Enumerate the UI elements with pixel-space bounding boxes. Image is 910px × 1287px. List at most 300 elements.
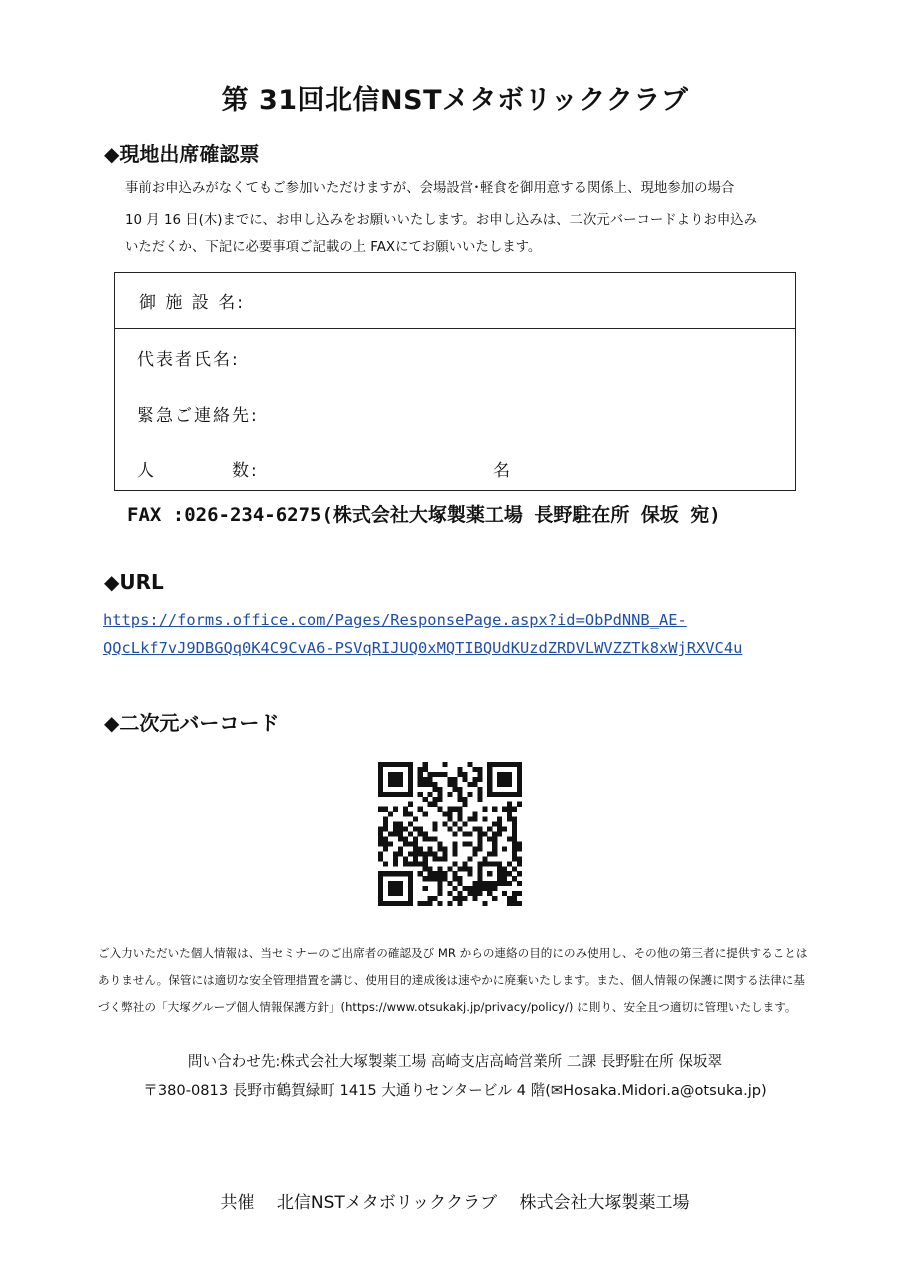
qr-module	[408, 792, 413, 797]
contact-line-1: 問い合わせ先:株式会社大塚製薬工場 高崎支店高崎営業所 二課 長野駐在所 保坂翠	[187, 1053, 723, 1070]
qr-module	[497, 777, 502, 782]
qr-module	[438, 886, 443, 891]
qr-module	[497, 792, 502, 797]
qr-module	[467, 871, 472, 876]
qr-module	[517, 846, 522, 851]
qr-module	[492, 822, 497, 827]
qr-module	[398, 886, 403, 891]
qr-module	[472, 777, 477, 782]
privacy-line-2: ありません。保管には適切な安全管理措置を講じ、使用目的達成後は速やかに廃棄いたします。また、個人情報の保護に関する法律に基	[98, 973, 805, 987]
qr-module	[438, 866, 443, 871]
qr-module	[492, 832, 497, 837]
qr-module	[383, 836, 388, 841]
qr-module	[378, 876, 383, 881]
qr-module	[393, 901, 398, 906]
privacy-line-3: づく弊社の「大塚グループ個人情報保護方針」(https://www.otsukakj.jp/privacy/policy/) に則り、安全且つ適切に管理いたします。	[98, 1000, 797, 1014]
qr-module	[482, 817, 487, 822]
qr-module	[502, 871, 507, 876]
qr-module	[457, 792, 462, 797]
qr-module	[477, 866, 482, 871]
qr-module	[403, 827, 408, 832]
qr-module	[517, 841, 522, 846]
qr-module	[517, 787, 522, 792]
qr-module	[378, 856, 383, 861]
qr-module	[477, 836, 482, 841]
qr-module	[467, 886, 472, 891]
qr-module	[378, 836, 383, 841]
qr-module	[388, 901, 393, 906]
qr-module	[443, 772, 448, 777]
qr-module	[452, 782, 457, 787]
qr-module	[487, 827, 492, 832]
qr-module	[408, 876, 413, 881]
qr-module	[452, 777, 457, 782]
qr-module	[423, 832, 428, 837]
qr-module	[507, 812, 512, 817]
qr-module	[487, 782, 492, 787]
qr-module	[418, 861, 423, 866]
qr-module	[438, 901, 443, 906]
page-title: 第 31回北信NSTメタボリッククラブ	[221, 85, 689, 116]
qr-module	[462, 841, 467, 846]
qr-module	[482, 901, 487, 906]
qr-module	[472, 827, 477, 832]
qr-module	[393, 871, 398, 876]
qr-module	[378, 792, 383, 797]
qr-module	[443, 871, 448, 876]
qr-module	[438, 846, 443, 851]
qr-module	[378, 807, 383, 812]
qr-module	[457, 787, 462, 792]
qr-module	[497, 772, 502, 777]
qr-module	[497, 881, 502, 886]
qr-module	[517, 871, 522, 876]
qr-module	[413, 836, 418, 841]
qr-module	[428, 901, 433, 906]
qr-module	[408, 802, 413, 807]
qr-module	[433, 787, 438, 792]
qr-module	[393, 777, 398, 782]
registration-url-line-1[interactable]: https://forms.office.com/Pages/ResponsePage.aspx?id=ObPdNNB_AE-	[103, 611, 687, 629]
qr-module	[448, 777, 453, 782]
form-divider	[115, 328, 795, 329]
qr-module	[477, 832, 482, 837]
qr-module	[413, 841, 418, 846]
qr-module	[403, 812, 408, 817]
qr-module	[388, 762, 393, 767]
qr-module	[512, 866, 517, 871]
qr-module	[507, 782, 512, 787]
qr-module	[477, 767, 482, 772]
qr-module	[393, 782, 398, 787]
qr-module	[378, 827, 383, 832]
qr-module	[408, 772, 413, 777]
qr-module	[403, 901, 408, 906]
qr-module	[398, 846, 403, 851]
qr-module	[457, 772, 462, 777]
qr-module	[502, 772, 507, 777]
qr-module	[492, 792, 497, 797]
qr-module	[497, 871, 502, 876]
qr-module	[393, 861, 398, 866]
qr-module	[423, 851, 428, 856]
qr-module	[462, 772, 467, 777]
qr-module	[378, 832, 383, 837]
qr-module	[408, 812, 413, 817]
qr-code-icon[interactable]	[378, 762, 522, 906]
qr-module	[408, 901, 413, 906]
qr-module	[492, 896, 497, 901]
qr-module	[457, 901, 462, 906]
qr-module	[428, 772, 433, 777]
qr-module	[482, 886, 487, 891]
qr-module	[398, 822, 403, 827]
qr-module	[497, 866, 502, 871]
qr-module	[438, 876, 443, 881]
qr-module	[403, 836, 408, 841]
qr-module	[428, 871, 433, 876]
qr-module	[433, 802, 438, 807]
qr-module	[418, 777, 423, 782]
qr-module	[408, 782, 413, 787]
qr-module	[393, 807, 398, 812]
qr-module	[477, 846, 482, 851]
qr-module	[428, 876, 433, 881]
qr-module	[497, 861, 502, 866]
qr-module	[403, 762, 408, 767]
qr-module	[408, 767, 413, 772]
qr-module	[452, 851, 457, 856]
qr-module	[398, 762, 403, 767]
qr-module	[482, 832, 487, 837]
qr-module	[457, 827, 462, 832]
qr-module	[378, 772, 383, 777]
qr-module	[378, 787, 383, 792]
qr-module	[477, 891, 482, 896]
qr-module	[388, 832, 393, 837]
qr-module	[418, 827, 423, 832]
qr-module	[378, 881, 383, 886]
qr-module	[378, 767, 383, 772]
qr-module	[502, 762, 507, 767]
qr-module	[452, 807, 457, 812]
qr-module	[418, 782, 423, 787]
qr-module	[438, 841, 443, 846]
qr-module	[398, 836, 403, 841]
qr-module	[393, 851, 398, 856]
qr-module	[487, 871, 492, 876]
qr-module	[398, 777, 403, 782]
qr-module	[408, 891, 413, 896]
qr-module	[512, 896, 517, 901]
qr-module	[472, 896, 477, 901]
qr-module	[497, 832, 502, 837]
qr-module	[502, 827, 507, 832]
qr-module	[448, 782, 453, 787]
qr-module	[472, 767, 477, 772]
qr-module	[428, 851, 433, 856]
qr-module	[482, 881, 487, 886]
qr-module	[423, 861, 428, 866]
qr-module	[413, 861, 418, 866]
qr-module	[512, 817, 517, 822]
qr-module	[512, 901, 517, 906]
qr-module	[517, 767, 522, 772]
intro-line-1: 事前お申込みがなくてもご参加いただけますが、会場設営･軽食を御用意する関係上、現地参加の場合	[125, 181, 735, 196]
qr-module	[517, 861, 522, 866]
qr-module	[448, 812, 453, 817]
qr-module	[517, 777, 522, 782]
qr-module	[502, 777, 507, 782]
qr-module	[517, 772, 522, 777]
qr-module	[462, 832, 467, 837]
qr-module	[438, 792, 443, 797]
qr-module	[423, 782, 428, 787]
qr-module	[452, 896, 457, 901]
qr-module	[467, 817, 472, 822]
qr-module	[502, 891, 507, 896]
qr-module	[467, 762, 472, 767]
qr-module	[403, 871, 408, 876]
qr-module	[512, 762, 517, 767]
qr-module	[433, 896, 438, 901]
qr-module	[423, 856, 428, 861]
qr-module	[428, 866, 433, 871]
qr-module	[502, 876, 507, 881]
qr-module	[433, 876, 438, 881]
qr-module	[448, 817, 453, 822]
qr-module	[517, 891, 522, 896]
qr-module	[378, 871, 383, 876]
qr-module	[457, 797, 462, 802]
qr-module	[408, 861, 413, 866]
qr-module	[378, 901, 383, 906]
qr-module	[502, 846, 507, 851]
qr-module	[517, 881, 522, 886]
qr-module	[507, 792, 512, 797]
qr-module	[433, 871, 438, 876]
qr-module	[418, 871, 423, 876]
qr-module	[497, 817, 502, 822]
qr-module	[512, 891, 517, 896]
qr-module	[418, 851, 423, 856]
qr-module	[378, 891, 383, 896]
qr-module	[388, 881, 393, 886]
qr-module	[438, 856, 443, 861]
qr-module	[452, 876, 457, 881]
qr-module	[492, 846, 497, 851]
qr-module	[448, 901, 453, 906]
attendance-form	[114, 272, 796, 491]
qr-module	[428, 896, 433, 901]
facility-label: 御 施 設 名:	[139, 293, 245, 313]
qr-module	[487, 851, 492, 856]
qr-module	[378, 777, 383, 782]
qr-module	[393, 762, 398, 767]
qr-module	[477, 876, 482, 881]
qr-module	[443, 856, 448, 861]
qr-module	[462, 861, 467, 866]
qr-module	[512, 856, 517, 861]
qr-module	[408, 896, 413, 901]
qr-module	[512, 846, 517, 851]
qr-module	[408, 822, 413, 827]
qr-module	[403, 841, 408, 846]
qr-module	[492, 861, 497, 866]
qr-module	[448, 866, 453, 871]
emergency-contact-label: 緊急ご連絡先:	[137, 406, 259, 426]
qr-module	[507, 807, 512, 812]
qr-module	[457, 817, 462, 822]
qr-module	[497, 822, 502, 827]
qr-module	[472, 846, 477, 851]
qr-module	[438, 807, 443, 812]
qr-module	[497, 876, 502, 881]
headcount-label: 人 数:	[137, 461, 259, 481]
qr-module	[393, 891, 398, 896]
qr-module	[383, 841, 388, 846]
qr-module	[393, 827, 398, 832]
qr-module	[423, 876, 428, 881]
qr-module	[398, 901, 403, 906]
qr-module	[403, 807, 408, 812]
qr-module	[462, 777, 467, 782]
qr-module	[418, 767, 423, 772]
qr-module	[507, 871, 512, 876]
qr-module	[477, 777, 482, 782]
qr-module	[477, 886, 482, 891]
qr-module	[467, 782, 472, 787]
qr-module	[438, 797, 443, 802]
headcount-unit: 名	[493, 461, 512, 481]
qr-module	[477, 861, 482, 866]
qr-module	[512, 876, 517, 881]
qr-module	[487, 772, 492, 777]
qr-module	[477, 797, 482, 802]
qr-module	[393, 772, 398, 777]
qr-module	[467, 856, 472, 861]
fax-line: FAX :026-234-6275(株式会社大塚製薬工場 長野駐在所 保坂 宛)	[127, 504, 721, 526]
qr-module	[383, 817, 388, 822]
qr-module	[398, 832, 403, 837]
qr-module	[477, 881, 482, 886]
qr-module	[512, 827, 517, 832]
registration-url-line-2[interactable]: QQcLkf7vJ9DBGQq0K4C9CvA6-PSVqRIJUQ0xMQTIBQUdKUzdZRDVLWVZZTk8xWjRXVC4u	[103, 639, 743, 657]
qr-module	[472, 891, 477, 896]
co-hosts-footer: 共催 北信NSTメタボリッククラブ 株式会社大塚製薬工場	[220, 1193, 690, 1213]
qr-module	[393, 792, 398, 797]
qr-module	[517, 782, 522, 787]
qr-module	[383, 901, 388, 906]
qr-module	[517, 901, 522, 906]
qr-module	[383, 827, 388, 832]
qr-module	[507, 762, 512, 767]
qr-module	[408, 832, 413, 837]
qr-module	[462, 822, 467, 827]
qr-module	[477, 827, 482, 832]
qr-module	[502, 881, 507, 886]
qr-module	[423, 836, 428, 841]
qr-module	[388, 871, 393, 876]
qr-module	[398, 881, 403, 886]
qr-module	[398, 851, 403, 856]
qr-module	[512, 822, 517, 827]
qr-module	[517, 856, 522, 861]
qr-module	[428, 846, 433, 851]
qr-module	[398, 772, 403, 777]
qr-module	[517, 792, 522, 797]
qr-module	[383, 762, 388, 767]
qr-module	[448, 891, 453, 896]
qr-module	[388, 772, 393, 777]
qr-module	[512, 832, 517, 837]
qr-module	[477, 787, 482, 792]
qr-module	[487, 861, 492, 866]
qr-module	[477, 871, 482, 876]
qr-module	[378, 762, 383, 767]
qr-module	[517, 802, 522, 807]
qr-module	[418, 901, 423, 906]
qr-module	[472, 812, 477, 817]
qr-module	[452, 886, 457, 891]
attendance-heading: ◆現地出席確認票	[104, 142, 260, 166]
qr-module	[443, 851, 448, 856]
qr-module	[457, 896, 462, 901]
qr-module	[443, 762, 448, 767]
qr-module	[467, 792, 472, 797]
qr-module	[472, 881, 477, 886]
qr-module	[423, 812, 428, 817]
qr-module	[428, 782, 433, 787]
qr-module	[507, 802, 512, 807]
qr-module	[467, 891, 472, 896]
qr-module	[433, 856, 438, 861]
qr-module	[457, 866, 462, 871]
qr-module	[418, 832, 423, 837]
qr-module	[388, 891, 393, 896]
qr-module	[413, 851, 418, 856]
qr-module	[487, 891, 492, 896]
qr-module	[482, 856, 487, 861]
qr-module	[408, 881, 413, 886]
qr-module	[457, 812, 462, 817]
qr-module	[462, 802, 467, 807]
qr-module	[408, 886, 413, 891]
qr-module	[502, 807, 507, 812]
qr-module	[408, 851, 413, 856]
qr-module	[452, 871, 457, 876]
qr-module	[418, 846, 423, 851]
qr-module	[428, 802, 433, 807]
qr-module	[393, 822, 398, 827]
qr-module	[423, 901, 428, 906]
qr-module	[388, 792, 393, 797]
qr-module	[502, 782, 507, 787]
qr-module	[448, 792, 453, 797]
qr-module	[403, 856, 408, 861]
qr-module	[423, 767, 428, 772]
qr-module	[467, 832, 472, 837]
qr-module	[423, 797, 428, 802]
qr-module	[378, 841, 383, 846]
qr-module	[487, 792, 492, 797]
qr-module	[492, 841, 497, 846]
qr-module	[383, 822, 388, 827]
qr-module	[413, 817, 418, 822]
qr-module	[472, 851, 477, 856]
representative-label: 代表者氏名:	[137, 350, 240, 370]
qr-module	[408, 777, 413, 782]
